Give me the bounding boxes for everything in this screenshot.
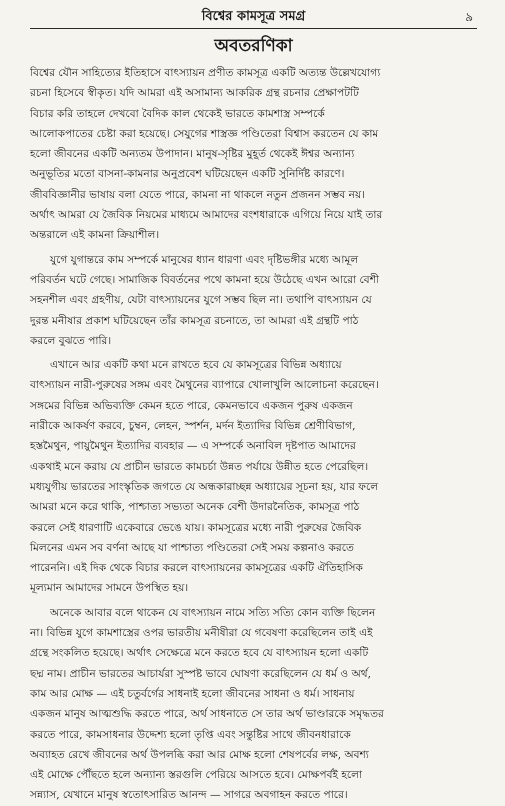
- text-line: হলো জীবনের একটি অন্যতম উপাদান। মানুষ-সৃষ্টির মুহূর্ত থেকেই ঈশ্বর অন্যান্য: [30, 148, 355, 161]
- text-line: করলে বুঝতে পারি।: [30, 334, 112, 347]
- text-line: কাম আর মোক্ষ — এই চতুর্বর্গের সাধনাই হলো জীবনের সাধনা ও ধর্ম। সাধনায়: [30, 687, 355, 700]
- text-line: অনেকে আবার বলে থাকেন যে বাৎস্যায়ন নামে সত্যি সত্যি কোন ব্যক্তি ছিলেন: [50, 606, 376, 619]
- book-title: বিশ্বের কামসূত্র সমগ্র: [201, 9, 306, 24]
- text-line: মূল্যমান আমাদের সামনে উপস্থিত হয়।: [30, 582, 189, 595]
- text-line: গ্রন্থে সংকলিত হয়েছে। অর্থাৎ সেক্ষেত্রে মনে করতে হবে যে বাৎস্যায়ন হলো একটি: [30, 647, 369, 660]
- text-line: অর্থাৎ আমরা যে জৈবিক নিয়মের মাধ্যমে আমাদের বংশধারাকে এগিয়ে নিয়ে যাই তার: [30, 209, 383, 222]
- text-line: বাৎস্যায়ন নারী-পুরুষের সঙ্গম এবং মৈথুনের ব্যাপারে খোলাখুলি আলোচনা করেছেন।: [30, 379, 379, 392]
- text-line: না। বিভিন্ন যুগে কামশাস্ত্রের ওপর ভারতীয় মনীষীরা যে গবেষণা করেছিলেন তাই এই: [30, 627, 373, 640]
- text-line: অন্তরালে এই কামনা ক্রিয়াশীল।: [30, 229, 160, 242]
- text-line: একথাই মনে করায় যে প্রাচীন ভারতে কামচর্চা উন্নত পর্যায়ে উন্নীত হতে পেরেছিল।: [30, 460, 369, 473]
- text-line: অব্যাহত রেখে জীবনের অর্থ উপলব্ধি করা আর মোক্ষ হলো শেষপর্বের লক্ষ, অবশ্য: [30, 748, 369, 761]
- paragraph: [30, 63, 477, 246]
- text-line: সন্ন্যাস, যেখানে মানুষ স্বতোৎসারিত আনন্দ — সাগরে অবগাহন করতে পারে।: [30, 789, 348, 802]
- text-line: বিচার করি তাহলে দেখবো বৈদিক কাল থেকেই ভারতে কামশাস্ত্র সম্পর্কে: [30, 107, 325, 120]
- text-line: যুগে যুগান্তরে কাম সম্পর্কে মানুষের ধ্যান ধারণা এবং দৃষ্টিভঙ্গীর মধ্যে আমূল: [50, 253, 359, 266]
- text-line: পারেননি। এই দিক থেকে বিচার করলে বাৎস্যায়নের কামসূত্রের একটি ঐতিহাসিক: [30, 562, 363, 575]
- text-line: সঙ্গমের বিভিন্ন অভিব্যক্তি কেমন হতে পারে, কেমনভাবে একজন পুরুষ একজন: [30, 399, 353, 412]
- chapter-title: অবতরণিকা: [214, 36, 293, 56]
- text-line: পরিবর্তন ঘটে গেছে। সামাজিক বিবর্তনের পথে কামনা হয়ে উঠেছে এখন আরো বেশী: [30, 273, 379, 286]
- text-line: জীববিজ্ঞানীর ভাষায় বলা যেতে পারে, কামনা না থাকলে নতুন প্রজনন সম্ভব নয়।: [30, 188, 365, 201]
- text-line: একজন মানুষ আত্মশুদ্ধি করতে পারে, অর্থ সাধনাতে সে তার অর্থ ভাণ্ডারকে সমৃদ্ধতর: [30, 708, 384, 721]
- running-header: [30, 8, 477, 29]
- text-line: এই মোক্ষে পৌঁছতে হলে অন্যান্য স্তরগুলি পেরিয়ে আসতে হবে। মোক্ষপর্বই হলো: [30, 769, 363, 782]
- text-line: মধ্যযুগীয় ভারতের সাংস্কৃতিক জগতে যে অন্ধকারাচ্ছন্ন অধ্যায়ের সূচনা হয়, যার ফলে: [30, 480, 379, 493]
- text-line: এখানে আর একটি কথা মনে রাখতে হবে যে কামসূত্রের বিভিন্ন অধ্যায়ে: [50, 359, 342, 372]
- text-line: অনুভূতির মতো বাসনা-কামনার অনুপ্রবেশ ঘটিয়েছেন একটি সুনির্দিষ্ট কারণে।: [30, 168, 345, 181]
- text-line: নারীকে আকর্ষণ করবে, চুম্বন, লেহন, স্পর্শন, মর্দন ইত্যাদির বিভিন্ন শ্রেণীবিভাগ,: [30, 420, 356, 433]
- text-line: আলোকপাতের চেষ্টা করা হয়েছে। সেযুগের শাস্ত্রজ্ঞ পণ্ডিতেরা বিশ্বাস করতেন যে কাম: [30, 127, 379, 140]
- text-line: করলে সেই ধারণাটি একেবারে ভেঙে যায়। কামসূত্রের মধ্যে নারী পুরুষের জৈবিক: [30, 521, 362, 534]
- text-line: দুরন্ত মনীষার প্রকাশ ঘটিয়েছেন তাঁর কামসূত্র রচনাতে, তা আমরা এই গ্রন্থটি পাঠ: [30, 314, 359, 327]
- paragraph: [30, 250, 477, 351]
- body-text: [30, 63, 477, 806]
- text-line: সহনশীল এবং গ্রহণীয়, যেটা বাৎস্যায়নের যুগে সম্ভব ছিল না। তথাপি বাৎস্যায়ন যে: [30, 294, 372, 307]
- paragraph: [30, 355, 477, 599]
- text-line: মিলনের এমন সব বর্ণনা আছে যা পাশ্চাত্য পণ্ডিতেরা সেই সময় কল্পনাও করতে: [30, 541, 354, 554]
- text-line: আমরা মনে করে থাকি, পাশ্চাত্য সভ্যতা অনেক বেশী উদারনৈতিক, কামসূত্র পাঠ: [30, 501, 360, 514]
- paragraph: [30, 603, 477, 806]
- text-line: ছদ্ম নাম। প্রাচীন ভারতের আচার্যরা সুস্পষ্ট ভাবে ঘোষণা করেছিলেন যে ধর্ম ও অর্থ,: [30, 667, 371, 680]
- text-line: করতে পারে, কামসাধনার উদ্দেশ্য হলো তৃপ্তি এবং সন্তুষ্টির সাথে জীবনধারাকে: [30, 728, 351, 741]
- page-number: ৯: [465, 10, 473, 24]
- text-line: রচনা হিসেবে স্বীকৃত। যদি আমরা এই অসামান্য আকরিক গ্রন্থ রচনার প্রেক্ষাপটটি: [30, 87, 359, 100]
- text-line: বিশ্বের যৌন সাহিত্যের ইতিহাসে বাৎস্যায়ন প্রণীত কামসূত্র একটি অত্যন্ত উল্লেখযোগ্য: [30, 67, 381, 79]
- text-line: হস্তমৈথুন, পায়ুমৈথুন ইত্যাদির ব্যবহার — এ সম্পর্কে অনাবিল দৃষ্টপাত আমাদের: [30, 440, 356, 453]
